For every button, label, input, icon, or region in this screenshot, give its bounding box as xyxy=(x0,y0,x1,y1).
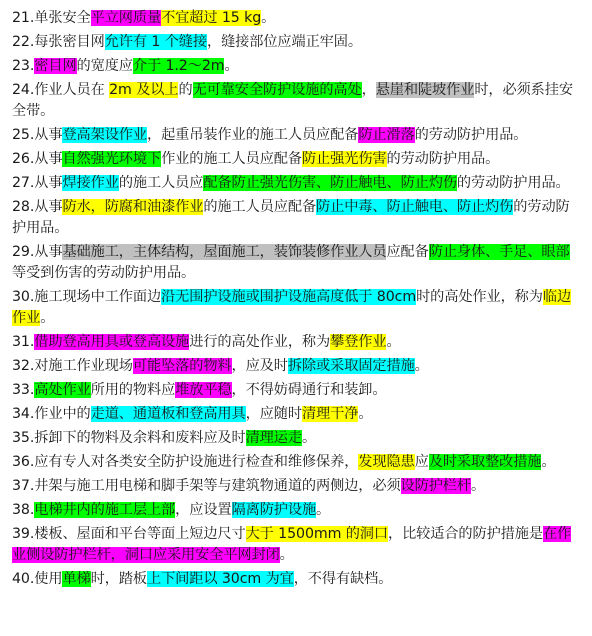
highlighted-text: 电梯井内的施工层上部 xyxy=(34,502,176,518)
highlighted-text: 高处作业 xyxy=(34,382,91,398)
highlighted-text: 悬崖和陡坡作业 xyxy=(375,82,475,98)
highlighted-text: 防止中毒、防止触电、防止灼伤 xyxy=(316,199,514,215)
body-text: 25.从事 xyxy=(12,127,63,143)
body-text: 。 xyxy=(414,358,429,374)
body-text: 的宽度应 xyxy=(76,58,133,74)
list-item xyxy=(12,332,582,353)
highlighted-text: 可能坠落的物料 xyxy=(132,358,232,374)
body-text: 36.应有专人对各类安全防护设施进行检查和维修保养， xyxy=(12,454,359,470)
highlighted-text: 临边作业 xyxy=(12,289,572,326)
body-text: 。 xyxy=(541,454,556,470)
highlighted-text: 及时采取整改措施 xyxy=(428,454,542,470)
body-text: ，不得有缺档。 xyxy=(293,571,393,587)
body-text: 。 xyxy=(279,547,294,563)
highlighted-text: 拆除或采取固定措施 xyxy=(287,358,415,374)
body-text: 39.楼板、屋面和平台等面上短边尺寸 xyxy=(12,526,246,542)
highlighted-text: 在作业侧设防护栏杆，洞口应采用安全平网封闭 xyxy=(12,526,572,563)
highlighted-text: 自然强光环境下 xyxy=(62,151,162,167)
highlighted-text: 单梯 xyxy=(62,571,91,587)
list-item xyxy=(12,8,582,29)
body-text: 26.从事 xyxy=(12,151,63,167)
body-text: 。 xyxy=(386,334,401,350)
highlighted-text: 平立网质量 xyxy=(90,10,162,26)
body-text: 27.从事 xyxy=(12,175,63,191)
list-item xyxy=(12,197,582,239)
body-text: 时，必须系挂安全带。 xyxy=(12,82,573,119)
highlighted-text: 登高架设作业 xyxy=(62,127,147,143)
body-text: 进行的高处作业，称为 xyxy=(189,334,331,350)
body-text: 34.作业中的 xyxy=(12,406,91,422)
body-text: 38. xyxy=(12,502,35,518)
body-text: 22.每张密目网 xyxy=(12,34,105,50)
body-text: 32.对施工作业现场 xyxy=(12,358,133,374)
body-text: 的劳动防护用品。 xyxy=(456,175,570,191)
list-item xyxy=(12,32,582,53)
list-item xyxy=(12,242,582,284)
body-text: 33. xyxy=(12,382,35,398)
highlighted-text: 堆放平稳 xyxy=(175,382,232,398)
body-text: 应配备 xyxy=(386,244,429,260)
body-text: ，起重吊装作业的施工人员应配备 xyxy=(146,127,359,143)
body-text: 。 xyxy=(40,310,55,326)
body-text: ，应及时 xyxy=(231,358,288,374)
body-text: 的 xyxy=(178,82,193,98)
body-text: 应 xyxy=(414,454,429,470)
body-text: ，应随时 xyxy=(245,406,302,422)
highlighted-text: 介于 1.2～2m xyxy=(132,58,225,74)
list-item xyxy=(12,569,582,590)
highlighted-text: 清理运走 xyxy=(245,430,302,446)
body-text: ，不得妨碍通行和装卸。 xyxy=(231,382,387,398)
highlighted-text: 密目网 xyxy=(34,58,77,74)
list-item xyxy=(12,80,582,122)
highlighted-text: 攀登作业 xyxy=(330,334,387,350)
body-text: 的劳动防护用品。 xyxy=(414,127,528,143)
body-text: 28.从事 xyxy=(12,199,63,215)
body-text: 时的高处作业，称为 xyxy=(416,289,543,305)
highlighted-text: 2m 及以上 xyxy=(109,82,179,98)
body-text: 所用的物料应 xyxy=(90,382,176,398)
body-text: 21.单张安全 xyxy=(12,10,91,26)
body-text: 作业的施工人员应配备 xyxy=(161,151,302,167)
body-text: 的劳动防护用品。 xyxy=(12,199,570,236)
highlighted-text: 允许有 1 个缝接 xyxy=(104,34,207,50)
body-text: 。 xyxy=(224,58,239,74)
highlighted-text: 基础施工，主体结构，屋面施工，装饰装修作业人员 xyxy=(62,244,387,260)
list-item xyxy=(12,287,582,329)
highlighted-text: 大于 1500mm 的洞口 xyxy=(245,526,388,542)
highlighted-text: 防止强光伤害 xyxy=(301,151,387,167)
body-text: 的劳动防护用品。 xyxy=(386,151,500,167)
highlighted-text: 发现隐患 xyxy=(358,454,415,470)
body-text: 31. xyxy=(12,334,35,350)
body-text: 30.施工现场中工作面边 xyxy=(12,289,162,305)
list-item xyxy=(12,452,582,473)
body-text: 。 xyxy=(358,406,373,422)
highlighted-text: 沿无围护设施或围护设施高度低于 80cm xyxy=(161,289,417,305)
highlighted-text: 防止身体、手足、眼部 xyxy=(428,244,570,260)
highlighted-text: 不宜超过 15 kg xyxy=(161,10,262,26)
body-text: 。 xyxy=(301,430,317,446)
highlighted-text: 焊接作业 xyxy=(62,175,119,191)
list-item xyxy=(12,428,582,449)
highlighted-text: 清理干净 xyxy=(301,406,359,422)
body-text: 等受到伤害的劳动防护用品。 xyxy=(12,265,196,281)
body-text: ，应设置 xyxy=(175,502,232,518)
list-item xyxy=(12,500,582,521)
body-text: 。 xyxy=(316,502,331,518)
highlighted-text: 上下间距以 30cm 为宜 xyxy=(147,571,294,587)
body-text: 。 xyxy=(261,10,276,26)
highlighted-text: 防水，防腐和油漆作业 xyxy=(62,199,204,215)
list-item xyxy=(12,380,582,401)
body-text: 29.从事 xyxy=(12,244,63,260)
highlighted-text: 隔离防护设施 xyxy=(231,502,317,518)
list-item xyxy=(12,149,582,170)
body-text: 23. xyxy=(12,58,35,74)
body-text: ， xyxy=(361,82,376,98)
list-item xyxy=(12,476,582,497)
body-text: 35.拆卸下的物料及余料和废料应及时 xyxy=(12,430,246,446)
highlighted-text: 借助登高用具或登高设施 xyxy=(34,334,190,350)
list-item xyxy=(12,56,582,77)
highlighted-text: 配备防止强光伤害、防止触电、防止灼伤 xyxy=(203,175,457,191)
list-item xyxy=(12,173,582,194)
highlighted-text: 设防护栏杆 xyxy=(400,478,471,494)
body-text: 37.井架与施工用电梯和脚手架等与建筑物通道的两侧边，必须 xyxy=(12,478,401,494)
list-item xyxy=(12,356,582,377)
body-text: 40.使用 xyxy=(12,571,63,587)
highlighted-text: 无可靠安全防护设施的高处 xyxy=(192,82,362,98)
list-item xyxy=(12,404,582,425)
body-text: 时，踏板 xyxy=(90,571,147,587)
highlighted-text: 防止滑落 xyxy=(358,127,415,143)
body-text: 的施工人员应配备 xyxy=(203,199,317,215)
body-text: 24.作业人员在 xyxy=(12,82,110,98)
body-text: ，比较适合的防护措施是 xyxy=(387,526,543,542)
highlighted-text: 走道、通道板和登高用具 xyxy=(90,406,246,422)
list-item xyxy=(12,125,582,146)
list-item xyxy=(12,524,582,566)
body-text: 的施工人员应 xyxy=(118,175,204,191)
body-text: ，缝接部位应端正牢固。 xyxy=(206,34,362,50)
body-text: 。 xyxy=(471,478,486,494)
